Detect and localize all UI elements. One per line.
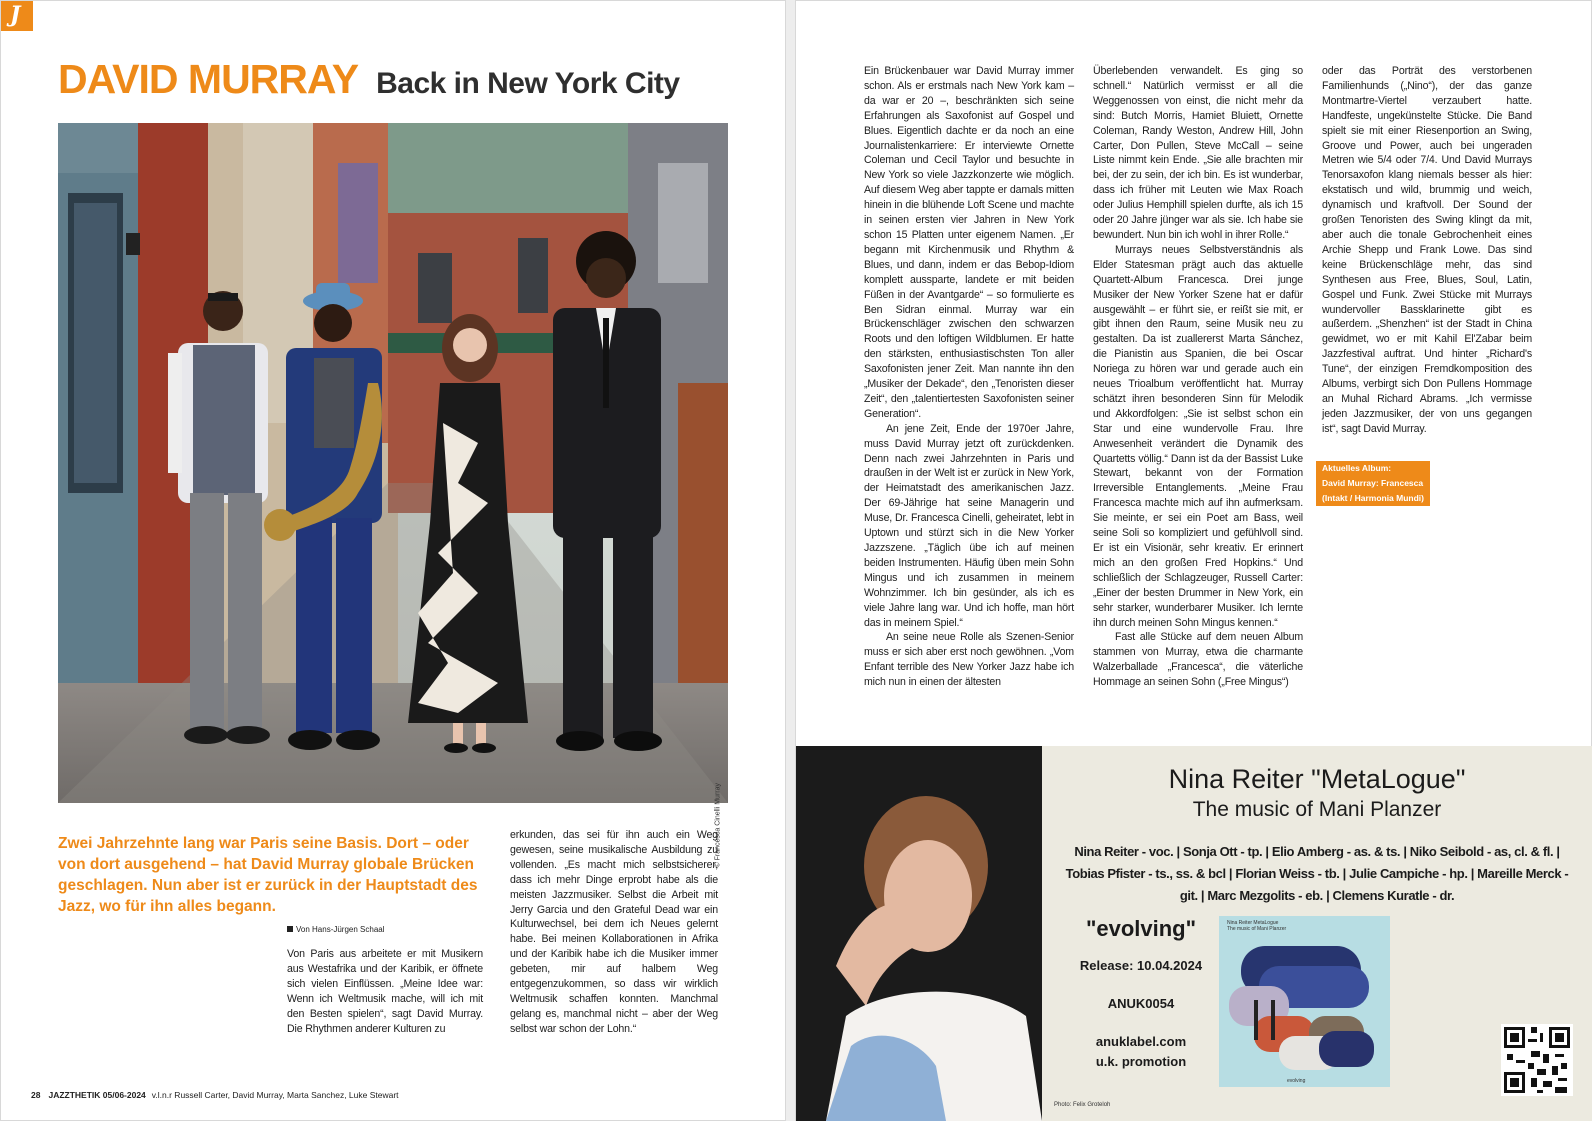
page-number: 28 [31, 1090, 41, 1100]
ad-title: Nina Reiter "MetaLogue" [1168, 764, 1466, 794]
ad-album-cover [1219, 916, 1390, 1087]
lead-paragraph: Zwei Jahrzehnte lang war Paris seine Basis. Dort – oder von dort ausgehend – hat David Murray globale Brücken geschlagen. Nun aber ist er zurück in der Hauptstadt des Jazz, wo für ihn alles begann. [58, 835, 478, 915]
ad-portrait-photo [796, 746, 1042, 1121]
paragraph: Fast alle Stücke auf dem neuen Album stammen von Murray, etwa die charmante Walzerballade „Francesca“, die väterliche Hommage an seinen Sohn („Free Mingus“) [1093, 631, 1303, 689]
right-column-3 [1322, 64, 1532, 437]
paragraph: oder das Porträt des verstorbenen Familienhunds („Nino“), der das ganze Montmartre-Viertel verzaubert hatte. Handfeste, ungekünstelte Stücke. Die Band spielt sie mit einer Riesenportion an Swing, Groove und Power, auch bei ungeraden Metren wie 5/4 oder 7/4. Und David Murrays Tenorsaxofon klang niemals besser als hier: ekstatisch und wild, brummig und weich, dynamisch und kraftvoll. Der Sound der großen Tenoristen des Swing klingt da mit, aber auch die tonale Gebrochenheit eines Archie Shepp und Frank Lowe. Das sind keine Brückenschläge mehr, das sind Synthesen aus Free, Blues, Soul, Latin, Gospel und Funk. Zwei Stücke mit Murrays wundervoller Bassklarinette gibt es außerdem. „Shenzhen“ ist der Stadt in China gewidmet, wo er mit Kahil El'Zabar beim Jazzfestival auftrat. Und hinter „Richard's Tune“, der einzigen Fremdkomposition des Albums, verbirgt sich Don Pullens Hommage an Muhal Richard Abrams. „Ich vermisse jeden Jazzmusiker, der von uns gegangen ist“, sagt David Murray. [1322, 65, 1532, 435]
paragraph: Murrays neues Selbstverständnis als Elder Statesman prägt auch das aktuelle Quartett-Album Francesca. Drei junge Musiker der New Yorker Szene hat er dafür ausgewählt – er führt sie, er reißt sie mit, er gibt ihnen den Raum, seine Musik neu zu gestalten. Da ist zuallererst Marta Sánchez, die Pianistin aus Spanien, die bei Oscar Noriega zu hören war und gerade auch ein neues Trioalbum veröffentlicht hat. Murray schätzt ihren besonderen Sinn für Melodik und Akkordfolgen: „Sie ist selbst schon ein Star und eine wundervolle Frau. Ihre Anwesenheit verändert die Dynamik des Quartetts völlig.“ Dann ist da der Bassist Luke Stewart, bekannt von der Formation Irreversible Entanglements. „Meine Frau Francesca machte mich auf ihn aufmerksam. Sie meinte, er sei ein Poet am Bass, weil seine Soli so kompliziert und gefühlvoll sind. Er ist ein Visionär, sehr kreativ. Er erinnert mich an den großen Fred Hopkins.“ Und schließlich der Schlagzeuger, Russell Carter: „Einer der besten Drummer in New York, ein sehr starker, wunderbarer Musiker. Ich lernte ihn durch meinen Sohn Mingus kennen.“ [1093, 243, 1303, 629]
right-column-1 [864, 64, 1074, 690]
ad-promo: u.k. promotion [1095, 1054, 1187, 1069]
paragraph: erkunden, das sei für ihn auch ein Weg gewesen, seine musikalische Ausbildung zu vollenden. „Es macht mich selbstsicherer, dass ich mehr Dinge erprobt habe als die meisten Jazzmusiker. Selbst die Arbeit mit Jerry Garcia und den Grateful Dead war ein Kulturwechsel, bei dem ich Neues gelernt habe. Bei meinen Kollaborationen in Afrika und der Karibik habe ich die Musiker immer gebeten, mir auf halbem Weg entgegenzukommen, so dass wir wirklich Weltmusik schaffen konnten. Manchmal gelang es, manchmal nicht – aber der Weg selbst war schon der Lohn.“ [510, 829, 718, 1035]
headline-subtitle: Back in New York City [376, 67, 680, 100]
left-page [0, 0, 786, 1121]
byline-square-icon [287, 926, 293, 932]
corner-tab [1, 1, 33, 31]
corner-mark: J [10, 2, 21, 28]
photo-credit: © Francesca Cinelli Murray [715, 783, 722, 868]
ad-photo-credit: Photo: Felix Groteloh [1054, 1102, 1111, 1108]
ad-portrait-illustration [796, 746, 1042, 1121]
headline [58, 56, 680, 103]
ad-cover-text: Nina Reiter MetaLogue [1227, 920, 1279, 926]
qr-code-icon [1501, 1024, 1573, 1096]
album-box-label: Aktuelles Album: [1322, 463, 1392, 473]
folio [31, 1090, 399, 1100]
paragraph: An jene Zeit, Ende der 1970er Jahre, muss David Murray jetzt oft zurückdenken. Denn nach zwei Jahrzehnten in Paris und draußen in der Welt ist er zurück in New York, der Heimatstadt des amerikanischen Jazz. Der 69-Jährige hat seine Managerin und Muse, Dr. Francesca Cinelli, geheiratet, lebt in Uptown und stürzt sich in die New Yorker Jazzszene. „Täglich übe ich auf meinen beiden Instrumenten. Häufig üben mein Sohn Mingus und ich zusammen in meinem Wohnzimmer. Ich bin gesünder, als ich es viele Jahre lang war. Und ich hoffe, man hört das in meinem Spiel.“ [864, 422, 1074, 629]
ad-cover-art [1219, 916, 1390, 1087]
paragraph: Von Paris aus arbeitete er mit Musikern aus Westafrika und der Karibik, er öffnete sich vielen Einflüssen. „Meine Idee war: Wenn ich Weltmusik mache, will ich mit den Besten spielen“, sagt David Murray. Die Rhythmen anderer Kulturen zu [287, 948, 483, 1035]
page-gutter [786, 0, 795, 1121]
byline [287, 925, 385, 934]
paragraph: Überlebenden verwandelt. Es ging so schnell.“ Natürlich vermisst er all die Weggenossen von einst, die nicht mehr da sind: Butch Morris, Hamiet Bluiett, Ornette Coleman, Randy Weston, Andrew Hill, John Carter, Don Pullen, Steve McCall – seine Liste nimmt kein Ende. „Sie alle brachten mir bei, der zu sein, der ich bin. Es ist wunderbar, dass ich früher mit Leuten wie Max Roach oder Julius Hemphill spielen durfte, als ich 15 oder 20 Jahre jünger war als sie. Ich habe sie bewundert. Nun bin ich wohl in ihrer Rolle.“ [1093, 65, 1303, 241]
album-info-box [1316, 461, 1430, 506]
ad-credits: Nina Reiter - voc. | Sonja Ott - tp. | Elio Amberg - as. & ts. | Niko Seibold - as, cl. & fl. | Tobias Pfister - ts., ss. & bcl | Florian Weiss - tb. | Julie Campiche - hp. | Mareille Merck - git. | Marc Mezgolits - eb. | Clemens Kuratle - dr. [1065, 844, 1569, 903]
band-photo-illustration [58, 123, 728, 803]
paragraph: An seine neue Rolle als Szenen-Senior muss er sich aber erst noch gewöhnen. „Vom Enfant terrible des New Yorker Jazz habe ich mich nun in einen der ältesten [864, 631, 1074, 689]
byline-text: Von Hans-Jürgen Schaal [296, 925, 385, 934]
left-column-1 [287, 947, 483, 1036]
right-column-2 [1093, 64, 1303, 690]
advertisement [796, 746, 1592, 1121]
ad-catalog: ANUK0054 [1107, 996, 1175, 1011]
ad-subtitle: The music of Mani Planzer [1192, 798, 1442, 821]
qr-code-graphic [1501, 1024, 1573, 1096]
magazine-issue: JAZZTHETIK 05/06-2024 [48, 1090, 146, 1100]
paragraph: Ein Brückenbauer war David Murray immer schon. Als er erstmals nach New York kam – da war er 20 –, beschränkten sich seine Erfahrungen als Saxofonist auf Gospel und Blues. Eigentlich dachte er da noch an eine Journalistenkarriere: Er interviewte Ornette Coleman und Cecil Taylor und besuchte in New York so viele Jazzkonzerte wie möglich. Auf diesem Weg aber tappte er damals mitten hinein in die blühende Loft Scene und machte in seinen ersten vier Jahren in New York schon 15 Platten unter eigenem Namen. „Er begann mit Kirchenmusik und Rhythm & Blues, und dann, indem er das Bebop-Idiom komplett aussparte, landete er mit beiden Füßen in der Avantgarde“ – so formulierte es Ben Sidran einmal. Murray war ein Brückenschläger zwischen den schwarzen Roots und den loftigen Wildblumen. Er hatte den stärksten, enthusiastischsten Ton aller Saxofonisten jener Zeit. Man nannte ihn den „Musiker der Dekade“, den „Tenoristen dieser Zeit“, den „talentiertesten Saxofonisten seiner Generation“. [864, 65, 1074, 420]
left-column-2 [510, 828, 718, 1037]
photo-caption: v.l.n.r Russell Carter, David Murray, Marta Sanchez, Luke Stewart [151, 1090, 399, 1100]
headline-name: DAVID MURRAY [58, 56, 359, 102]
album-box-title: David Murray: Francesca [1322, 478, 1424, 488]
ad-album-title: "evolving" [1085, 916, 1197, 941]
ad-cover-footer: evolving [1287, 1078, 1306, 1084]
ad-web: anuklabel.com [1095, 1034, 1187, 1049]
album-box-label-info: (Intakt / Harmonia Mundi) [1322, 493, 1424, 503]
ad-cover-subtext: The music of Mani Planzer [1227, 926, 1287, 932]
ad-release: Release: 10.04.2024 [1079, 958, 1203, 973]
band-photo [58, 123, 728, 868]
